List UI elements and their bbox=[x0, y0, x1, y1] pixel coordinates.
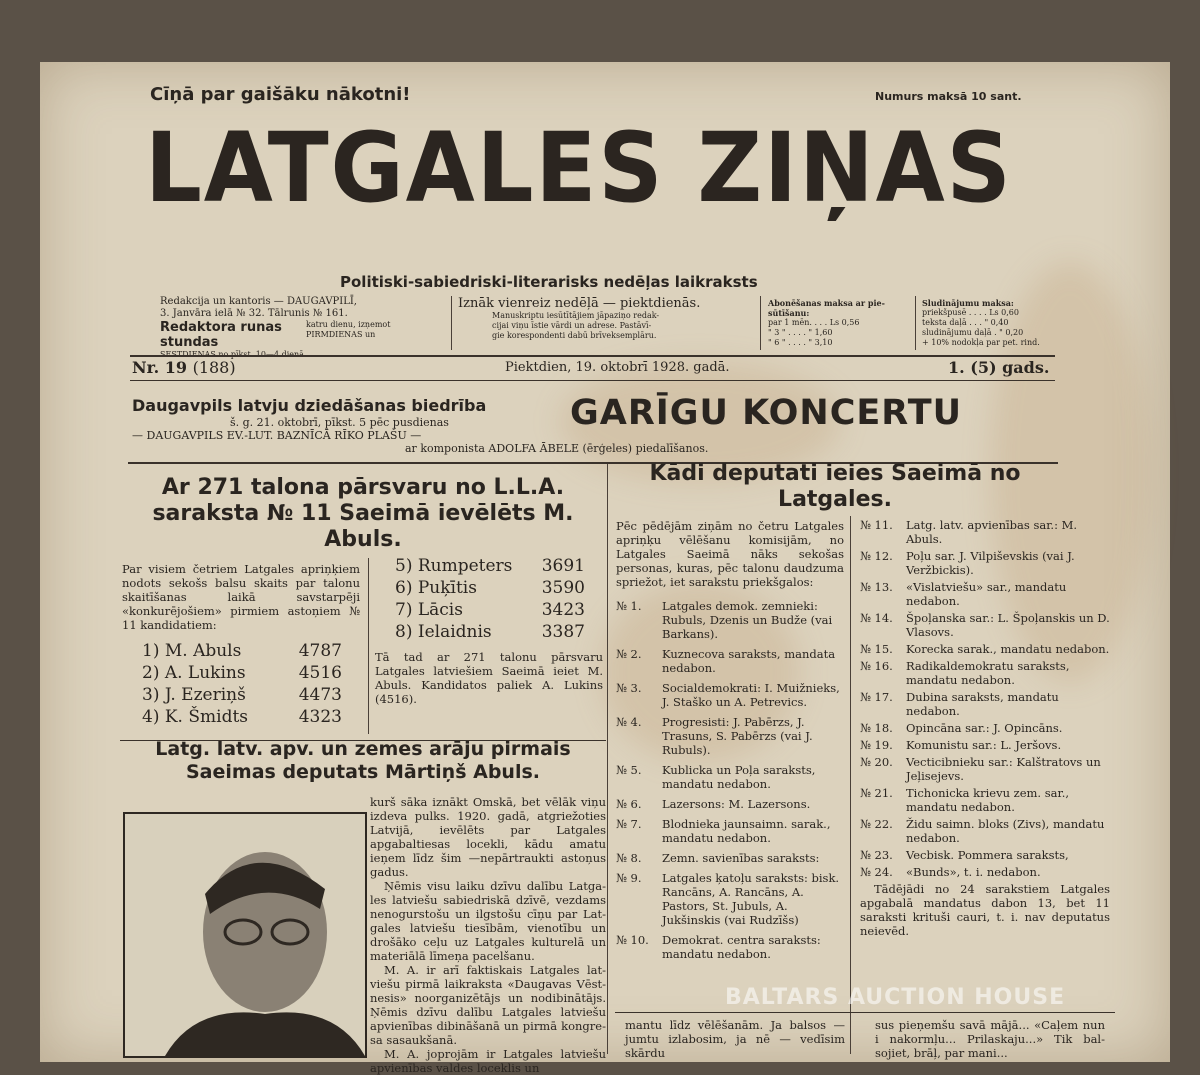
list-item bbox=[860, 659, 1110, 687]
publication-info bbox=[458, 296, 753, 341]
issue-number-text: Nr. 19 bbox=[132, 358, 187, 377]
concert-when: š. g. 21. oktobrī, pīkst. 5 pēc pusdienas bbox=[230, 416, 449, 429]
candidate-row bbox=[395, 621, 585, 643]
manuscripts-line-1: Manuskriptu iesūtītājiem jāpaziņo redak- bbox=[492, 311, 660, 320]
list-number: № 2. bbox=[616, 647, 642, 661]
masthead-subtitle: Politiski-sabiedriski-literarisks nedēļas laikraksts bbox=[340, 273, 758, 291]
masthead-motto: Cīņā par gaišāku nākotni! bbox=[150, 84, 411, 105]
list-text: Tichonicka krievu zem. sar., mandatu nedabon. bbox=[906, 786, 1070, 814]
office-line-1: Redakcija un kantoris — DAUGAVPILĪ, bbox=[160, 296, 357, 307]
hours-line-1: katru dienu, izņemot bbox=[306, 320, 391, 329]
candidate-votes: 3590 bbox=[541, 578, 585, 598]
list-number: № 4. bbox=[616, 715, 642, 729]
subscription-row-3: " 6 " . . . . " 3,10 bbox=[768, 338, 833, 347]
portrait-icon bbox=[125, 814, 365, 1056]
article-bottom-left: mantu līdz vēlēšanām. Ja balsos — jumtu izlabosim, ja nē — vedīsim skārdu bbox=[625, 1018, 845, 1060]
list-text: Latg. latv. apvienības sar.: M. Abuls. bbox=[906, 518, 1078, 546]
subscription-title-1: Abonēšanas maksa ar pie- bbox=[768, 298, 885, 308]
candidate-name: 7) Lācis bbox=[395, 600, 463, 620]
list-number: № 8. bbox=[616, 851, 642, 865]
schedule-text: Iznāk vienreiz nedēļā — piektdienās. bbox=[458, 296, 701, 311]
article1-intro: Par visiem četriem Latgales apriņķiem nodots sekošs balsu skaits par talonu skaitīšanas laikā savstarpēji «konkurējošiem» pirmiem astoņiem № 11 kandidatiem: bbox=[122, 562, 360, 632]
list-item bbox=[860, 721, 1110, 735]
list-text: Vecbisk. Pommera saraksts, bbox=[906, 848, 1069, 862]
list-number: № 13. bbox=[860, 580, 893, 594]
manuscripts-line-2: cijai viņu īstie vārdi un adrese. Pastāvī- bbox=[492, 321, 652, 330]
list-item bbox=[860, 817, 1110, 845]
concert-with: ar komponista ADOLFA ĀBELE (ērģeles) piedalīšanos. bbox=[405, 442, 709, 455]
list-item bbox=[860, 755, 1110, 783]
list-number: № 21. bbox=[860, 786, 893, 800]
list-number: № 19. bbox=[860, 738, 893, 752]
list-item bbox=[860, 549, 1110, 577]
manuscripts-line-3: gie korespondenti dabū brīveksemplāru. bbox=[492, 331, 657, 340]
list-number: № 14. bbox=[860, 611, 893, 625]
list-number: № 3. bbox=[616, 681, 642, 695]
list-number: № 22. bbox=[860, 817, 893, 831]
list-item bbox=[860, 518, 1110, 546]
article3-intro: Pēc pēdējām ziņām no četru Latgales apriņķu vēlēšanu komisijām, no Latgales Saeimā nāks sekošas personas, kuras, pēc talonu daudzuma spriežot, iet sarakstu priekšgalos: bbox=[616, 519, 844, 589]
list-number: № 17. bbox=[860, 690, 893, 704]
candidate-votes: 3691 bbox=[541, 556, 585, 576]
list-item bbox=[616, 681, 848, 709]
issue-total-text: (188) bbox=[192, 358, 236, 377]
list-text: Kuznecova saraksts, mandata nedabon. bbox=[662, 647, 836, 675]
subscription-title-2: sūtīšanu: bbox=[768, 308, 810, 318]
list-text: «Vislatviešu» sar., mandatu nedabon. bbox=[906, 580, 1067, 608]
article2-paragraph-2: Ņēmis visu laiku dzīvu dalību Latgales latviešu sabiedriskā dzīvē, vezdams nenogurstošu un ilgstošu cīņu par Latgales latviešu tiesībām, vienotību un drošāko ceļu uz Latgales kulturelā un materiālā līmeņa pacelšanu. bbox=[370, 879, 606, 963]
candidate-name: 4) K. Šmidts bbox=[142, 707, 249, 727]
list-text: Dubina saraksts, mandatu nedabon. bbox=[906, 690, 1059, 718]
list-number: № 24. bbox=[860, 865, 893, 879]
article1-outro: Tā tad ar 271 talonu pārsvaru Latgales latviešiem Saeimā ieiet M. Abuls. Kandidatos paliek A. Lukins (4516). bbox=[375, 650, 603, 706]
list-number: № 1. bbox=[616, 599, 642, 613]
article3-headline: Kādi deputati ieies Saeimā no Latgales. bbox=[649, 461, 1021, 512]
list-item bbox=[860, 580, 1110, 608]
candidate-votes: 4516 bbox=[298, 663, 342, 683]
candidate-row bbox=[142, 662, 342, 684]
article-bottom-right: sus pieņemšu savā mājā... «Caļem nun i nakormļu... Prilaskaju...» Tik balsojiet, brāļ, par mani... bbox=[875, 1018, 1105, 1060]
list-text: «Bunds», t. i. nedabon. bbox=[906, 865, 1041, 879]
list-item bbox=[860, 738, 1110, 752]
candidate-votes: 3387 bbox=[541, 622, 585, 642]
ads-row-3: sludinājumu daļā . " 0,20 bbox=[922, 328, 1024, 337]
candidate-name: 3) J. Ezeriņš bbox=[142, 685, 246, 705]
list-text: Blodnieka jaunsaimn. sarak., mandatu nedabon. bbox=[662, 817, 831, 845]
list-item bbox=[616, 647, 848, 675]
ads-title: Sludinājumu maksa: bbox=[922, 298, 1014, 308]
issue-date: Piektdien, 19. oktobrī 1928. gadā. bbox=[505, 360, 730, 375]
list-text: Socialdemokrati: I. Muižnieks, J. Staško un A. Petrevics. bbox=[662, 681, 840, 709]
masthead-price: Numurs maksā 10 sant. bbox=[875, 90, 1022, 103]
ads-row-4: + 10% nodokļa par pet. rind. bbox=[922, 338, 1040, 347]
list-number: № 9. bbox=[616, 871, 642, 885]
list-text: Kublicka un Poļa saraksts, mandatu nedabon. bbox=[662, 763, 816, 791]
candidate-list-left bbox=[142, 640, 342, 728]
candidate-name: 2) A. Lukins bbox=[142, 663, 246, 683]
office-line-2: 3. Janvāra ielā № 32. Tālrunis № 161. bbox=[160, 308, 348, 319]
list-item bbox=[860, 786, 1110, 814]
candidate-name: 8) Ielaidnis bbox=[395, 622, 492, 642]
list-text: Opincāna sar.: J. Opincāns. bbox=[906, 721, 1063, 735]
list-number: № 11. bbox=[860, 518, 893, 532]
list-text: Progresisti: J. Pabērzs, J. Trasuns, S. Pabērzs (vai J. Rubuls). bbox=[662, 715, 813, 757]
list-item bbox=[616, 817, 848, 845]
candidate-votes: 4323 bbox=[298, 707, 342, 727]
issue-number bbox=[132, 358, 236, 377]
list-text: Zemn. savienības saraksts: bbox=[662, 851, 820, 865]
candidate-votes: 4787 bbox=[298, 641, 342, 661]
list-item bbox=[616, 599, 848, 641]
list-text: Špoļanska sar.: L. Špoļanskis un D. Vlasovs. bbox=[906, 611, 1110, 639]
portrait-photo bbox=[123, 812, 367, 1058]
list-text: Demokrat. centra saraksts: mandatu nedabon. bbox=[662, 933, 821, 961]
subscription-info bbox=[768, 298, 908, 348]
list-item bbox=[616, 871, 848, 927]
subscription-row-2: " 3 " . . . . " 1,60 bbox=[768, 328, 833, 337]
list-item bbox=[860, 611, 1110, 639]
deputies-list-right bbox=[860, 518, 1110, 938]
list-number: № 6. bbox=[616, 797, 642, 811]
list-text: Lazersons: M. Lazersons. bbox=[662, 797, 811, 811]
concert-society: Daugavpils latvju dziedāšanas biedrība bbox=[132, 396, 487, 415]
editor-hours-text bbox=[306, 320, 390, 340]
candidate-name: 6) Puķītis bbox=[395, 578, 477, 598]
article2-paragraph-4: M. A. joprojām ir Latgales latviešu apvienības valdes loceklis un bbox=[370, 1047, 606, 1075]
article2-headline: Latg. latv. apv. un zemes arāju pirmais Saeimas deputats Mārtiņš Abuls. bbox=[155, 738, 571, 783]
list-number: № 12. bbox=[860, 549, 893, 563]
list-text: Židu saimn. bloks (Zivs), mandatu nedabon. bbox=[906, 817, 1105, 845]
list-item bbox=[616, 933, 848, 961]
concert-title: GARĪGU KONCERTU bbox=[570, 393, 962, 433]
list-number: № 20. bbox=[860, 755, 893, 769]
list-item bbox=[860, 690, 1110, 718]
issue-year: 1. (5) gads. bbox=[948, 358, 1050, 377]
list-text: Latgales demok. zemnieki: Rubuls, Dzenis un Budže (vai Barkans). bbox=[662, 599, 833, 641]
candidate-name: 1) M. Abuls bbox=[142, 641, 242, 661]
article1-headline: Ar 271 talona pārsvaru no L.L.A. saraksta № 11 Saeimā ievēlēts M. Abuls. bbox=[152, 475, 574, 552]
list-number: № 10. bbox=[616, 933, 649, 947]
article3-outro: Tādējādi no 24 sarakstiem Latgales apgabalā mandatus dabon 13, bet 11 saraksti krituši cauri, t. i. nav deputatus neievēd. bbox=[860, 882, 1110, 938]
candidate-row bbox=[395, 555, 585, 577]
list-number: № 5. bbox=[616, 763, 642, 777]
candidate-votes: 4473 bbox=[298, 685, 342, 705]
candidate-row bbox=[142, 640, 342, 662]
list-item bbox=[860, 642, 1110, 656]
list-text: Korecka sarak., mandatu nedabon. bbox=[906, 642, 1110, 656]
list-item bbox=[860, 865, 1110, 879]
concert-where: — DAUGAVPILS EV.-LUT. BAZNĪCĀ RĪKO PLAŠU — bbox=[132, 429, 422, 442]
list-text: Poļu sar. J. Vilpiševskis (vai J. Veržbickis). bbox=[906, 549, 1075, 577]
subscription-row-1: par 1 mēn. . . . Ls 0,56 bbox=[768, 318, 860, 327]
list-text: Latgales ķatoļu saraksts: bisk. Rancāns, A. Rancāns, A. Pastors, St. Jubuls, A. Jukšinskis (vai Rudzīšs) bbox=[662, 871, 840, 927]
watermark: BALTARS AUCTION HOUSE bbox=[725, 985, 1066, 1010]
candidate-row bbox=[395, 599, 585, 621]
candidate-votes: 3423 bbox=[541, 600, 585, 620]
ads-row-1: priekšpusē . . . . Ls 0,60 bbox=[922, 308, 1019, 317]
list-text: Radikaldemokratu saraksts, mandatu nedabon. bbox=[906, 659, 1070, 687]
office-info bbox=[160, 296, 445, 360]
list-item bbox=[616, 763, 848, 791]
candidate-row bbox=[142, 684, 342, 706]
list-number: № 18. bbox=[860, 721, 893, 735]
list-number: № 16. bbox=[860, 659, 893, 673]
list-item bbox=[860, 848, 1110, 862]
editor-hours-label: Redaktora runas stundas bbox=[160, 320, 282, 350]
hours-line-2: PIRMDIENAS un bbox=[306, 330, 376, 339]
candidate-row bbox=[142, 706, 342, 728]
list-text: Komunistu sar.: L. Jeršovs. bbox=[906, 738, 1062, 752]
ads-info bbox=[922, 298, 1042, 348]
ads-row-2: teksta daļā . . . " 0,40 bbox=[922, 318, 1009, 327]
list-number: № 15. bbox=[860, 642, 893, 656]
candidate-list-right bbox=[395, 555, 585, 643]
article2-paragraph-3: M. A. ir arī faktiskais Latgales latviešu pirmā laikraksta «Daugavas Vēstnesis» noorganizētājs un nodibinātājs. Ņēmis dzīvu dalību Latgales latviešu apvienības dibināšanā un pirmā kongresa sasaukšanā. bbox=[370, 963, 606, 1047]
list-item bbox=[616, 797, 848, 811]
list-item bbox=[616, 715, 848, 757]
article2-body bbox=[370, 795, 606, 1075]
article2-paragraph-1: kurš sāka iznākt Omskā, bet vēlāk viņu izdeva pulks. 1920. gadā, atgriežoties Latvijā, ievēlēts par Latgales apgabaltiesas locekli, kādu amatu ieņem līdz šim —nepārtraukti astoņus gadus. bbox=[370, 795, 606, 879]
list-item bbox=[616, 851, 848, 865]
candidate-name: 5) Rumpeters bbox=[395, 556, 513, 576]
candidate-row bbox=[395, 577, 585, 599]
list-text: Vecticibnieku sar.: Kalštratovs un Jeļisejevs. bbox=[906, 755, 1101, 783]
masthead-title: LATGALES ZIŅAS bbox=[145, 112, 1013, 224]
list-number: № 23. bbox=[860, 848, 893, 862]
deputies-list-left bbox=[616, 599, 848, 967]
list-number: № 7. bbox=[616, 817, 642, 831]
